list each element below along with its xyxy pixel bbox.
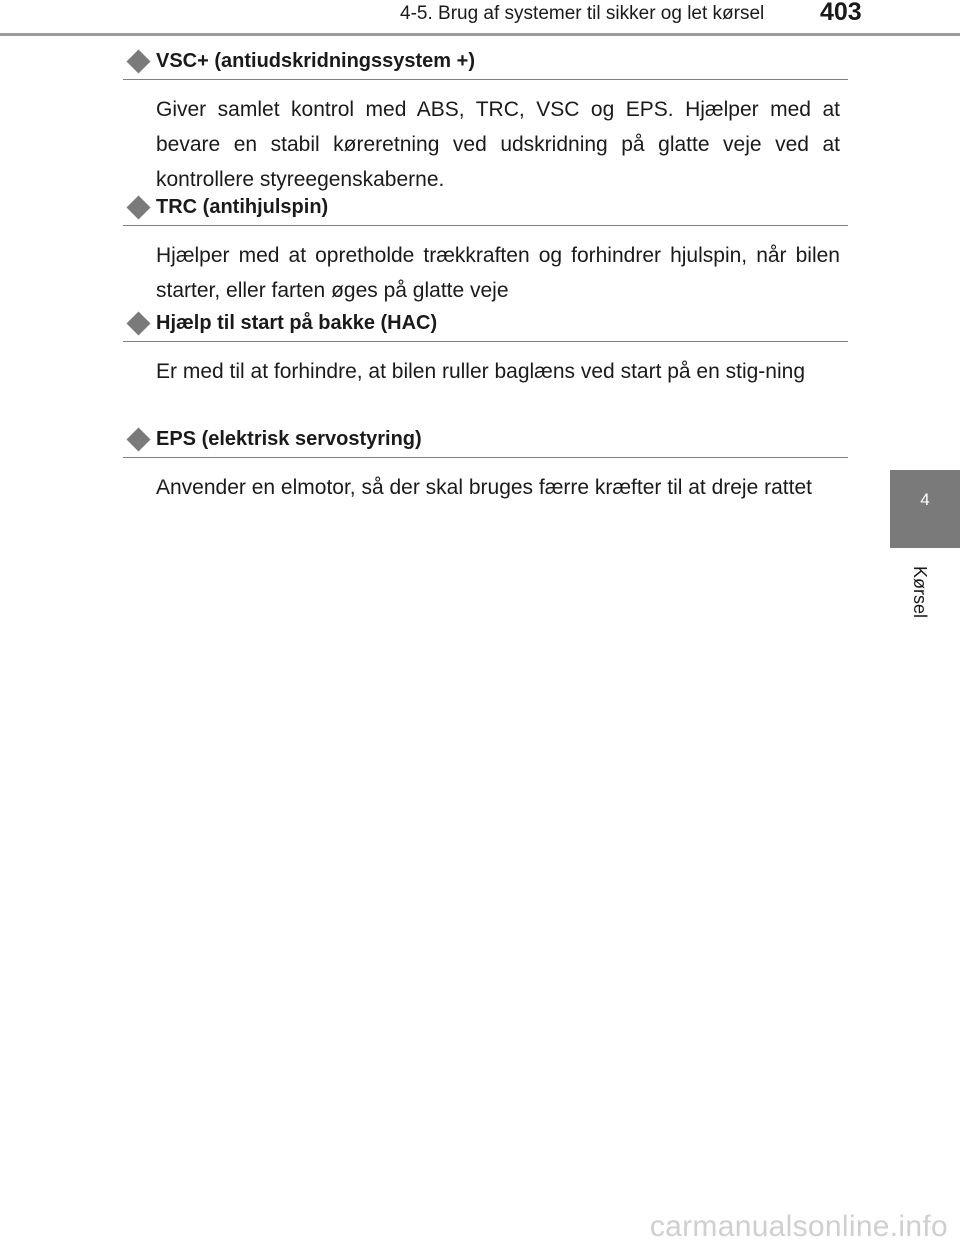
diamond-bullet-icon [126,49,150,73]
chapter-label-text: Kørsel [910,566,930,619]
page-number: 403 [820,0,862,26]
section-heading [0,304,960,344]
section-heading [0,188,960,228]
section-heading-text: Hjælp til start på bakke (HAC) [156,312,438,334]
diamond-bullet-icon [126,427,150,451]
diamond-bullet-icon [126,195,150,219]
heading-rule [123,225,848,226]
section-body: Anvender en elmotor, så der skal bruges færre kræfter til at dreje rattet [156,476,812,499]
heading-rule [123,457,848,458]
page-header [0,0,960,40]
heading-rule [123,341,848,342]
chapter-tab [890,470,960,548]
heading-rule [123,79,848,80]
section-heading-text: VSC+ (antiudskridningssystem +) [156,50,475,72]
watermark: carmanualsonline.info [649,1210,948,1243]
section-heading-text: EPS (elektrisk servostyring) [156,428,422,450]
diamond-bullet-icon [126,311,150,335]
section-heading [0,42,960,82]
section-body: Er med til at forhindre, at bilen ruller baglæns ved start på en stig-ning [156,360,806,383]
section-body: Hjælper med at opretholde trækkraften og forhindrer hjulspin, når bilen starter, eller farten øges på glatte veje [156,244,840,302]
section-body: Giver samlet kontrol med ABS, TRC, VSC og EPS. Hjælper med at bevare en stabil køreretning ved udskridning på glatte veje ved at kontrollere styreegenskaberne. [156,98,840,191]
chapter-number: 4 [920,490,930,509]
section-heading-text: TRC (antihjulspin) [156,196,329,218]
header-rule [0,33,960,36]
section-title: 4-5. Brug af systemer til sikker og let kørsel [400,3,765,24]
chapter-label [907,560,937,640]
section-heading [0,420,960,460]
